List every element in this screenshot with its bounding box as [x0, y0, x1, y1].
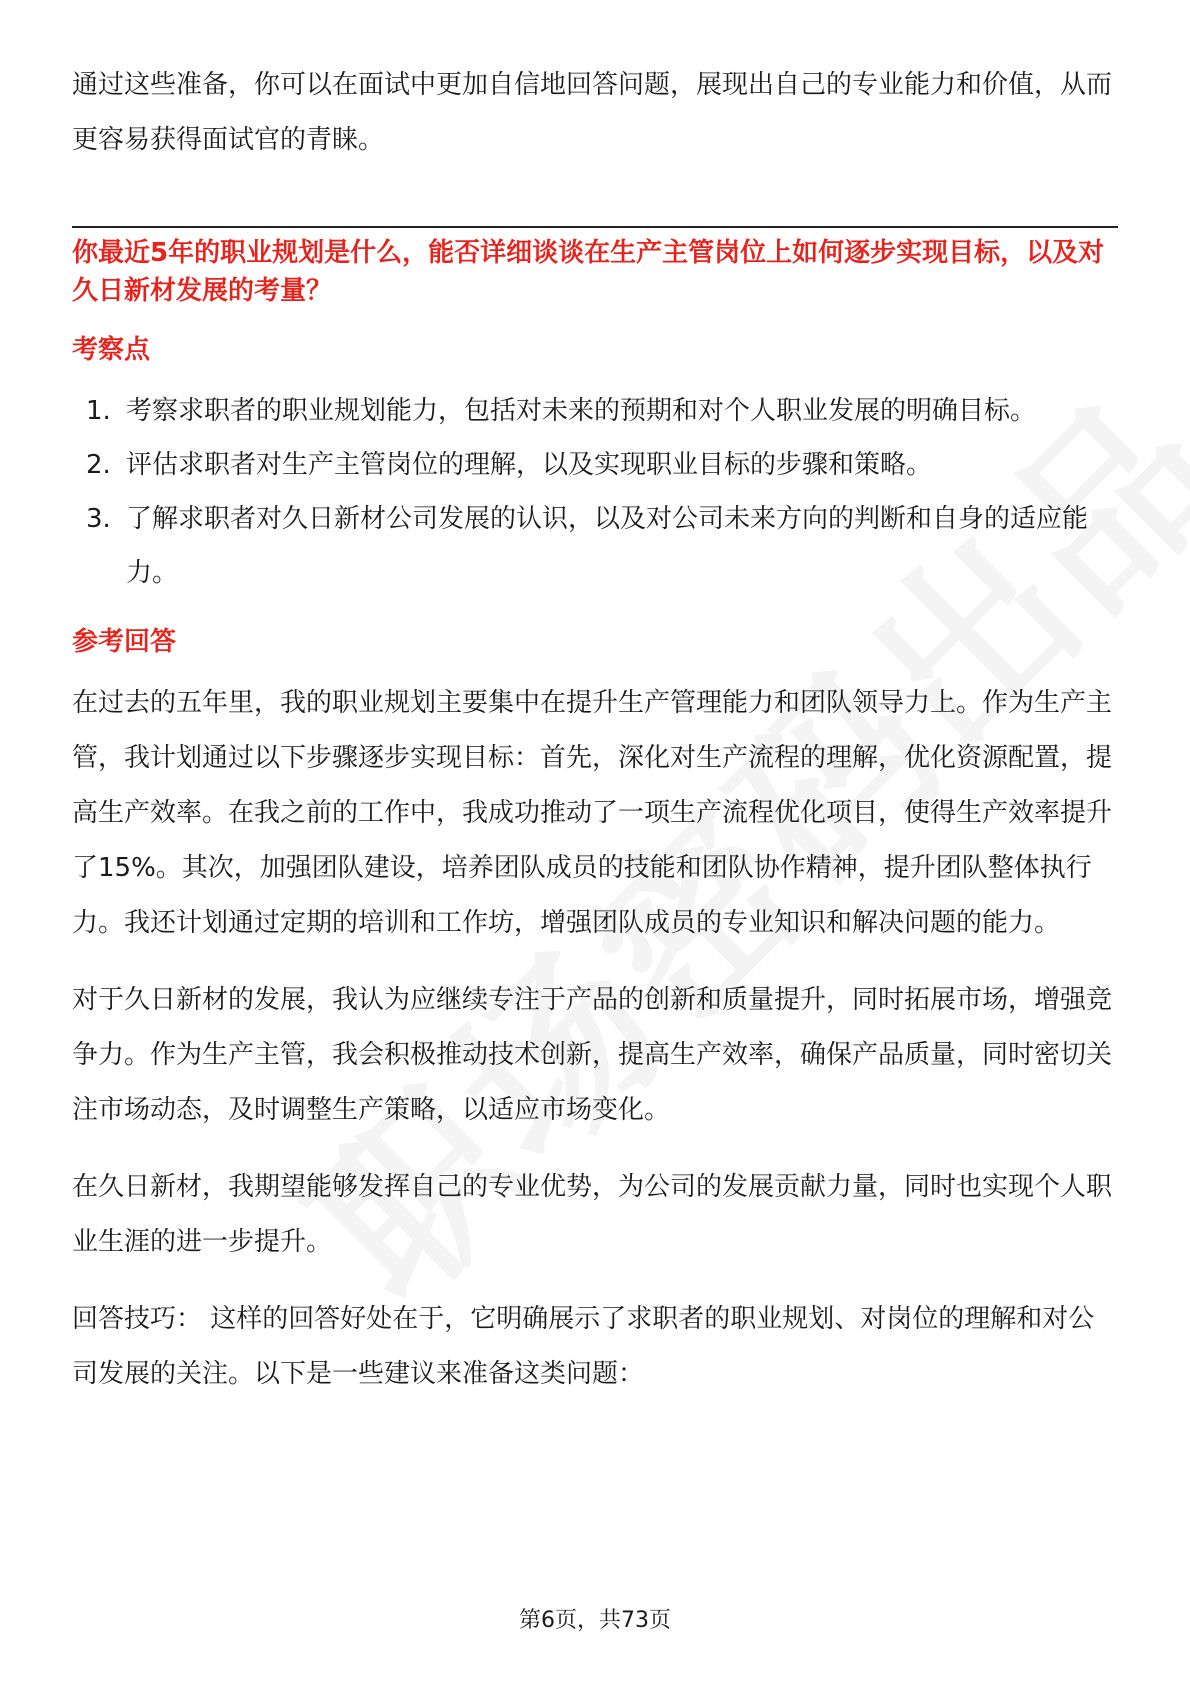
list-number: 3. — [86, 504, 111, 534]
answer-paragraph: 在过去的五年里，我的职业规划主要集中在提升生产管理能力和团队领导力上。作为生产主管，我计划通过以下步骤逐步实现目标：首先，深化对生产流程的理解，优化资源配置，提高生产效率。在我之前的工作中，我成功推动了一项生产流程优化项目，使得生产效率提升了15%。其次，加强团队建设，培养团队成员的技能和团队协作精神，提升团队整体执行力。我还计划通过定期的培训和工作坊，增强团队成员的专业知识和解决问题的能力。 — [72, 688, 1113, 938]
answer-label: 参考回答 — [72, 627, 177, 657]
tips-paragraph: 回答技巧： 这样的回答好处在于，它明确展示了求职者的职业规划、对岗位的理解和对公司发展的关注。以下是一些建议来准备这类问题： — [72, 1304, 1095, 1389]
list-item-text: 了解求职者对久日新材公司发展的认识，以及对公司未来方向的判断和自身的适应能力。 — [126, 504, 1089, 588]
list-item — [72, 384, 1118, 438]
answer-paragraph: 在久日新材，我期望能够发挥自己的专业优势，为公司的发展贡献力量，同时也实现个人职业生涯的进一步提升。 — [72, 1172, 1113, 1257]
list-number: 1. — [86, 396, 111, 426]
section-divider — [72, 226, 1118, 228]
answer-paragraph: 对于久日新材的发展，我认为应继续专注于产品的创新和质量提升，同时拓展市场，增强竞争力。作为生产主管，我会积极推动技术创新，提高生产效率，确保产品质量，同时密切关注市场动态，及时调整生产策略，以适应市场变化。 — [72, 985, 1113, 1125]
list-item-text: 评估求职者对生产主管岗位的理解，以及实现职业目标的步骤和策略。 — [126, 450, 933, 480]
list-number: 2. — [86, 450, 111, 480]
list-item — [72, 438, 1118, 492]
page-number: 第6页，共73页 — [519, 1608, 671, 1633]
intro-paragraph: 通过这些准备，你可以在面试中更加自信地回答问题，展现出自己的专业能力和价值，从而更容易获得面试官的青睐。 — [72, 70, 1113, 155]
question-heading: 你最近5年的职业规划是什么，能否详细谈谈在生产主管岗位上如何逐步实现目标，以及对久日新材发展的考量？ — [72, 238, 1105, 306]
page-content — [72, 58, 1118, 1402]
list-item — [72, 492, 1118, 600]
assessment-list — [72, 384, 1118, 600]
assessment-label: 考察点 — [72, 335, 151, 365]
list-item-text: 考察求职者的职业规划能力，包括对未来的预期和对个人职业发展的明确目标。 — [126, 396, 1037, 426]
